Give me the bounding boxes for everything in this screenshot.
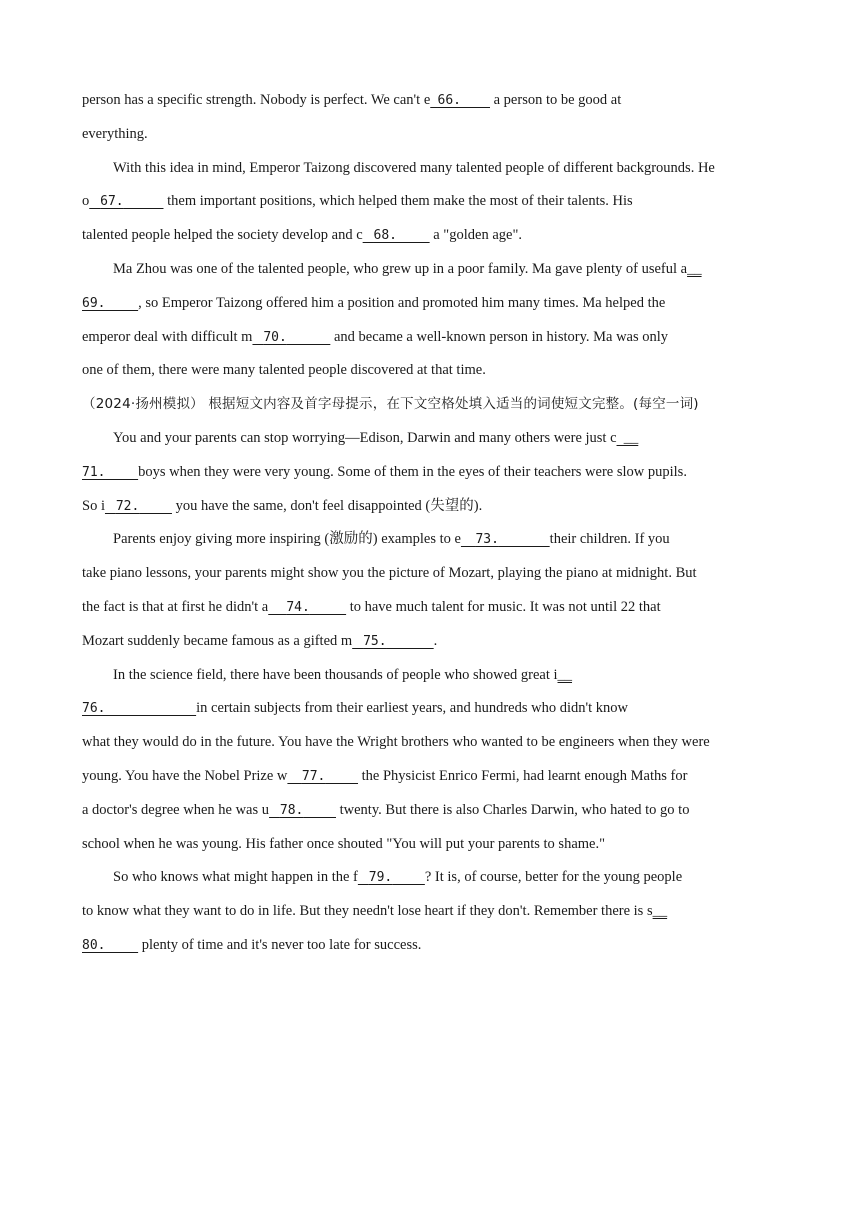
blank-number: 66. xyxy=(437,93,461,108)
text: o xyxy=(82,193,90,210)
blank-number: 76. xyxy=(82,701,106,717)
blank-75[interactable] xyxy=(352,633,433,649)
blank-69[interactable] xyxy=(82,295,138,311)
blank-space xyxy=(268,599,286,615)
blank-space xyxy=(287,329,331,345)
blank-space xyxy=(287,768,302,784)
text: . xyxy=(433,632,438,649)
text: ? It is, of course, better for the young people xyxy=(424,869,683,886)
exercise-source-instruction: （2024·扬州模拟） 根据短文内容及首字母提示，在下文空格处填入适当的词使短文完整。(每空一词) xyxy=(82,396,699,413)
blank-space xyxy=(105,937,138,953)
text: their children. If you xyxy=(549,531,670,548)
blank-space xyxy=(397,227,430,243)
blank-number: 69. xyxy=(82,295,106,311)
blank-space xyxy=(139,498,172,514)
blank-space xyxy=(303,802,336,818)
paragraph-4 xyxy=(82,422,782,523)
text: Mozart suddenly became famous as a gifted m xyxy=(82,632,353,649)
paragraph-7 xyxy=(82,861,782,962)
blank-space xyxy=(499,531,550,547)
blank-69-lead[interactable]: __ xyxy=(687,260,702,277)
blank-number: 75. xyxy=(363,633,387,649)
blank-space xyxy=(363,227,374,243)
blank-number: 74. xyxy=(286,599,310,615)
blank-number: 67. xyxy=(100,194,124,210)
blank-space xyxy=(352,633,363,649)
text: a person to be good at xyxy=(490,92,622,108)
blank-number: 77. xyxy=(301,768,326,784)
text: twenty. But there is also Charles Darwin, who hated to go to xyxy=(336,801,690,818)
blank-number: 72. xyxy=(115,498,140,514)
blank-space xyxy=(89,193,100,209)
blank-80[interactable] xyxy=(82,937,138,953)
blank-73[interactable] xyxy=(461,531,550,547)
paragraph-1 xyxy=(82,84,782,152)
paragraph-5 xyxy=(82,523,782,658)
text: With this idea in mind, Emperor Taizong discovered many talented people of different backgrounds. He xyxy=(113,159,715,176)
text: So who knows what might happen in the f xyxy=(113,869,358,886)
blank-space xyxy=(430,92,437,108)
text: what they would do in the future. You have the Wright brothers who wanted to be engineers when they were xyxy=(82,734,710,751)
text: Parents enjoy giving more inspiring (激励的) examples to e xyxy=(113,531,461,548)
text: and became a well-known person in history. Ma was only xyxy=(330,328,669,345)
blank-71[interactable] xyxy=(82,464,138,480)
text: a "golden age". xyxy=(429,227,522,244)
text: talented people helped the society develop and c xyxy=(82,227,363,244)
blank-space xyxy=(387,633,434,649)
text: plenty of time and it's never too late for success. xyxy=(138,936,422,953)
blank-space xyxy=(310,599,346,615)
blank-79[interactable] xyxy=(358,869,425,885)
blank-space xyxy=(252,329,263,345)
blank-space xyxy=(105,700,196,716)
text: So i xyxy=(82,497,105,514)
blank-space xyxy=(269,802,280,818)
blank-number: 71. xyxy=(82,464,106,480)
document-page xyxy=(82,84,782,963)
text: you have the same, don't feel disappointed (失望的). xyxy=(171,497,483,514)
blank-76[interactable] xyxy=(82,700,196,716)
text: everything. xyxy=(82,125,148,142)
blank-space xyxy=(325,768,358,784)
blank-space xyxy=(105,464,138,480)
text: In the science field, there have been thousands of people who showed great i xyxy=(113,666,558,683)
blank-space xyxy=(124,193,164,209)
blank-74[interactable] xyxy=(268,599,346,615)
blank-space xyxy=(105,498,116,514)
blank-number: 70. xyxy=(263,329,287,345)
blank-67[interactable] xyxy=(89,193,163,209)
text: , so Emperor Taizong offered him a position and promoted him many times. Ma helped the xyxy=(138,294,666,311)
text: emperor deal with difficult m xyxy=(82,328,253,345)
blank-space xyxy=(358,869,369,885)
text: them important positions, which helped them make the most of their talents. His xyxy=(163,193,633,210)
text: young. You have the Nobel Prize w xyxy=(82,767,288,784)
text: person has a specific strength. Nobody is perfect. We can't e xyxy=(82,92,431,108)
blank-77[interactable] xyxy=(287,768,358,784)
blank-72[interactable] xyxy=(105,498,172,514)
blank-number: 73. xyxy=(475,532,499,548)
text: a doctor's degree when he was u xyxy=(82,801,270,818)
text: one of them, there were many talented people discovered at that time. xyxy=(82,362,486,379)
text: Ma Zhou was one of the talented people, who grew up in a poor family. Ma gave plenty of useful a xyxy=(113,260,688,277)
text: school when he was young. His father once shouted "You will put your parents to shame." xyxy=(82,835,606,852)
paragraph-6 xyxy=(82,659,782,862)
text: to know what they want to do in life. But they needn't lose heart if they don't. Remember there is s xyxy=(82,903,653,920)
blank-number: 78. xyxy=(279,802,304,818)
blank-68[interactable] xyxy=(363,227,430,243)
blank-space xyxy=(105,295,138,311)
text: to have much talent for music. It was not until 22 that xyxy=(346,598,661,615)
blank-space xyxy=(461,92,490,108)
paragraph-3 xyxy=(82,253,782,388)
text: take piano lessons, your parents might show you the picture of Mozart, playing the piano at midnight. But xyxy=(82,565,697,582)
blank-70[interactable] xyxy=(252,329,330,345)
text: You and your parents can stop worrying—Edison, Darwin and many others were just c xyxy=(113,429,617,446)
blank-78[interactable] xyxy=(269,802,336,818)
blank-71-lead[interactable]: __ xyxy=(616,429,639,446)
paragraph-2 xyxy=(82,152,782,253)
blank-66[interactable] xyxy=(430,92,490,108)
text: the Physicist Enrico Fermi, had learnt enough Maths for xyxy=(358,767,688,784)
blank-number: 80. xyxy=(82,937,106,953)
blank-space xyxy=(461,531,476,547)
blank-number: 79. xyxy=(368,870,393,886)
blank-76-lead[interactable]: __ xyxy=(557,666,573,683)
blank-space xyxy=(392,869,425,885)
blank-80-lead[interactable]: __ xyxy=(652,903,668,920)
text: in certain subjects from their earliest years, and hundreds who didn't know xyxy=(196,700,628,717)
text: the fact is that at first he didn't a xyxy=(82,598,269,615)
text: boys when they were very young. Some of them in the eyes of their teachers were slow pupils. xyxy=(138,463,687,480)
blank-number: 68. xyxy=(373,228,397,244)
